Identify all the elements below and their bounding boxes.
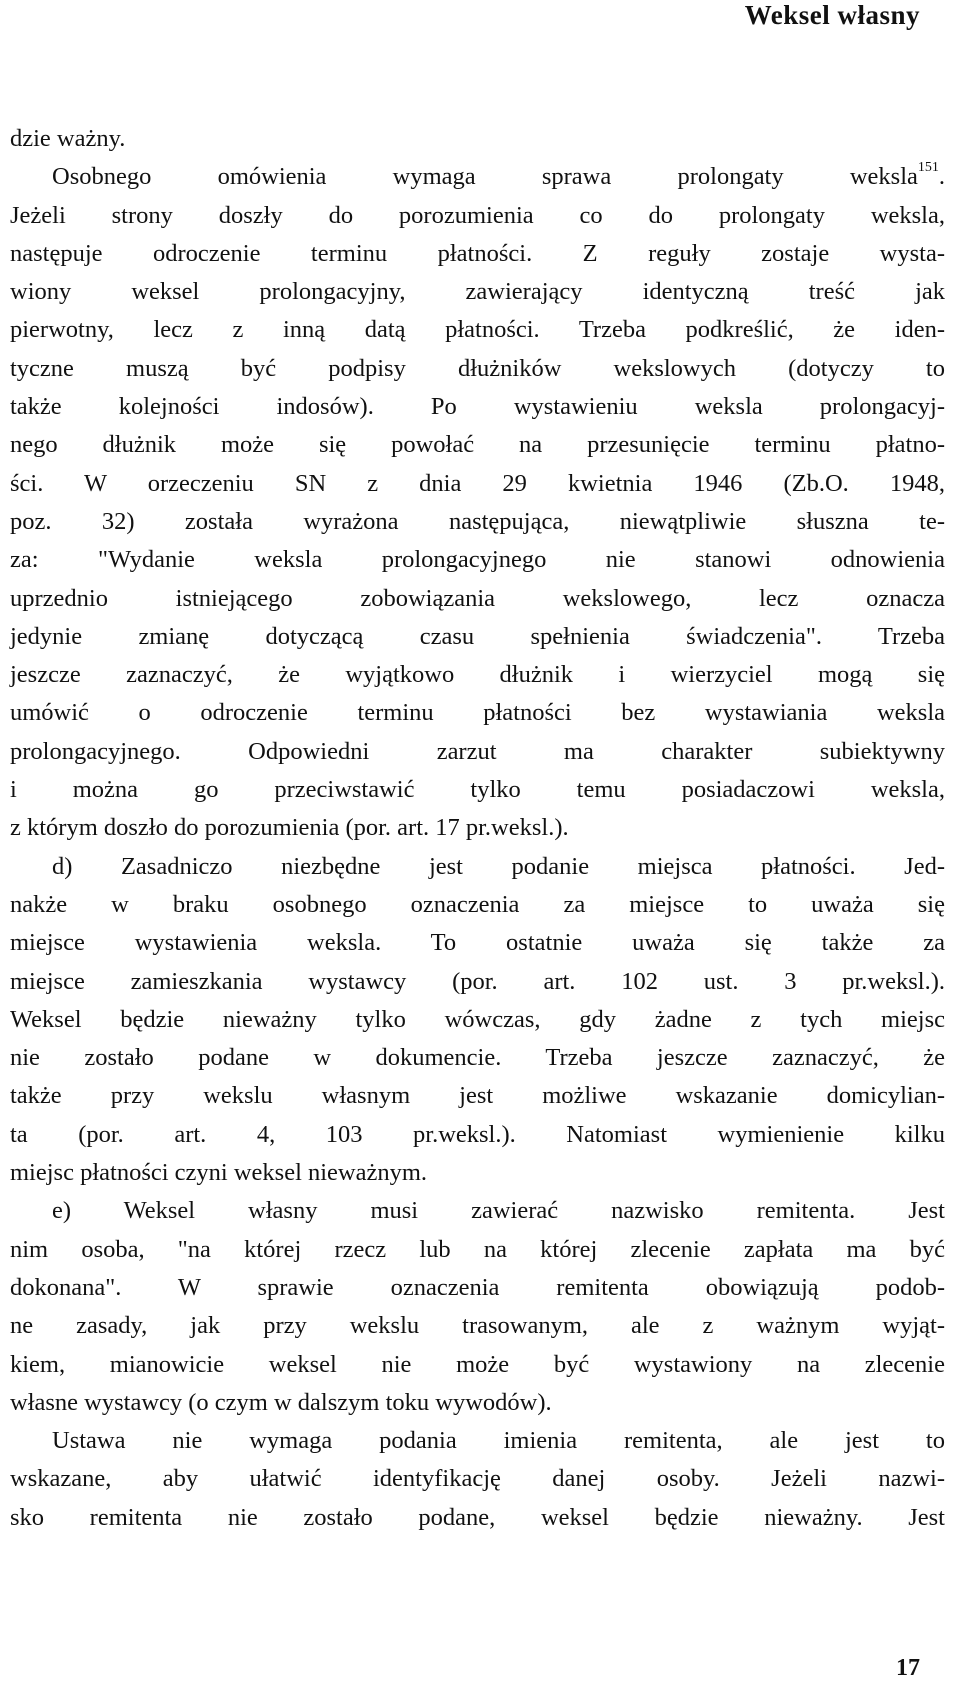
text-line: poz. 32) została wyrażona następująca, niewątpliwie słuszna te- xyxy=(10,507,945,535)
text-line: ści. W orzeczeniu SN z dnia 29 kwietnia 1946 (Zb.O. 1948, xyxy=(10,469,945,497)
text-line: e) Weksel własny musi zawierać nazwisko remitenta. Jest xyxy=(52,1197,945,1225)
text-line: za: "Wydanie weksla prolongacyjnego nie stanowi odnowienia xyxy=(10,546,945,574)
text-line: dzie ważny. xyxy=(10,125,126,152)
text-line: miejsce zamieszkania wystawcy (por. art. 102 ust. 3 pr.weksl.). xyxy=(10,967,945,995)
text-line: wiony weksel prolongacyjny, zawierający identyczną treść jak xyxy=(10,278,945,306)
text-line: i można go przeciwstawić tylko temu posiadaczowi weksla, xyxy=(10,776,945,804)
text-line: nakże w braku osobnego oznaczenia za miejsce to uważa się xyxy=(10,890,945,918)
text-line: także przy wekslu własnym jest możliwe wskazanie domicylian- xyxy=(10,1082,945,1110)
body-text xyxy=(10,120,945,1537)
text-line: Jeżeli strony doszły do porozumienia co do prolongaty weksla, xyxy=(10,201,945,229)
text-line: tyczne muszą być podpisy dłużników wekslowych (dotyczy to xyxy=(10,354,945,382)
text-line: Weksel będzie nieważny tylko wówczas, gdy żadne z tych miejsc xyxy=(10,1005,945,1033)
text-line: dokonana". W sprawie oznaczenia remitenta obowiązują podob- xyxy=(10,1273,945,1301)
text-line: miejsc płatności czyni weksel nieważnym. xyxy=(10,1159,428,1187)
text-line: nego dłużnik może się powołać na przesunięcie terminu płatno- xyxy=(10,431,945,459)
text-line: wskazane, aby ułatwić identyfikację danej osoby. Jeżeli nazwi- xyxy=(10,1465,945,1493)
text-line: własne wystawcy (o czym w dalszym toku wywodów). xyxy=(10,1388,552,1416)
text-line: ne zasady, jak przy wekslu trasowanym, ale z ważnym wyjąt- xyxy=(10,1312,945,1340)
text-line-punctuation: . xyxy=(938,163,945,191)
footnote-reference: 151 xyxy=(917,160,939,176)
text-line xyxy=(10,158,945,196)
text-line: ta (por. art. 4, 103 pr.weksl.). Natomiast wymienienie kilku xyxy=(10,1120,945,1148)
text-line: d) Zasadniczo niezbędne jest podanie miejsca płatności. Jed- xyxy=(52,852,945,880)
text-line: Ustawa nie wymaga podania imienia remitenta, ale jest to xyxy=(52,1427,945,1455)
text-line: sko remitenta nie zostało podane, weksel będzie nieważny. Jest xyxy=(10,1503,945,1531)
page-number: 17 xyxy=(896,1655,920,1681)
text-line: nim osoba, "na której rzecz lub na której zlecenie zapłata ma być xyxy=(10,1235,945,1263)
text-line: nie zostało podane w dokumencie. Trzeba jeszcze zaznaczyć, że xyxy=(10,1044,945,1072)
text-line: z którym doszło do porozumienia (por. art. 17 pr.weksl.). xyxy=(10,814,569,842)
text-line: kiem, mianowicie weksel nie może być wystawiony na zlecenie xyxy=(10,1350,945,1378)
text-line: prolongacyjnego. Odpowiedni zarzut ma charakter subiektywny xyxy=(10,737,945,765)
text-line: miejsce wystawienia weksla. To ostatnie uważa się także za xyxy=(10,929,945,957)
text-line: jeszcze zaznaczyć, że wyjątkowo dłużnik i wierzyciel mogą się xyxy=(10,661,945,689)
text-line: pierwotny, lecz z inną datą płatności. Trzeba podkreślić, że iden- xyxy=(10,316,945,344)
running-header: Weksel własny xyxy=(744,0,920,30)
text-line: następuje odroczenie terminu płatności. Z reguły zostaje wysta- xyxy=(10,239,945,267)
text-line-content: Osobnego omówienia wymaga sprawa prolongaty weksla xyxy=(52,163,918,191)
text-line: uprzednio istniejącego zobowiązania wekslowego, lecz oznacza xyxy=(10,584,945,612)
text-line: także kolejności indosów). Po wystawieniu weksla prolongacyj- xyxy=(10,393,945,421)
text-line: umówić o odroczenie terminu płatności bez wystawiania weksla xyxy=(10,699,945,727)
text-line: jedynie zmianę dotyczącą czasu spełnienia świadczenia". Trzeba xyxy=(10,622,945,650)
